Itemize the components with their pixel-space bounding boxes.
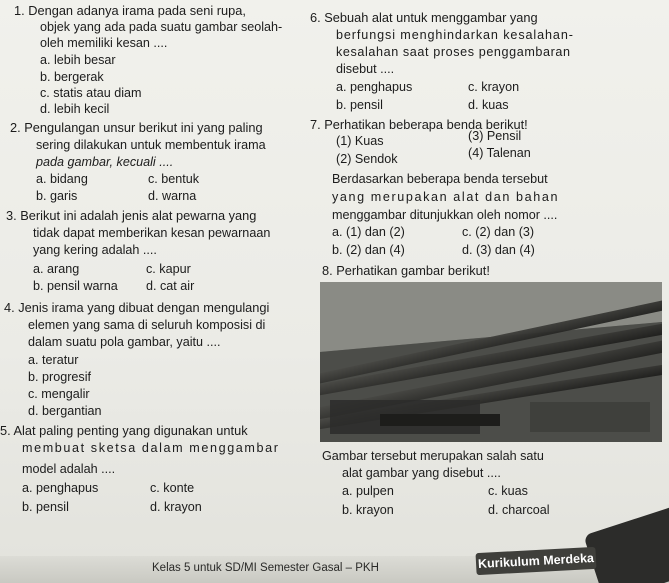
q6-option-a: a. penghapus bbox=[336, 80, 413, 94]
q1-line-3: oleh memiliki kesan .... bbox=[40, 36, 168, 50]
q5-line-1: 5. Alat paling penting yang digunakan untuk bbox=[0, 423, 248, 438]
charcoal-illustration bbox=[320, 282, 662, 442]
q2-line-2: sering dilakukan untuk membentuk irama bbox=[36, 138, 266, 152]
q4-option-b: b. progresif bbox=[28, 370, 91, 384]
q7-item-3: (3) Pensil bbox=[468, 129, 522, 143]
charcoal-photo bbox=[320, 282, 662, 442]
q3-line-3: yang kering adalah .... bbox=[33, 243, 157, 257]
q3-line-1: 3. Berikut ini adalah jenis alat pewarna yang bbox=[6, 208, 257, 223]
q7-option-d: d. (3) dan (4) bbox=[462, 243, 535, 257]
q7-followup-3: menggambar ditunjukkan oleh nomor .... bbox=[332, 208, 558, 222]
q2-option-a: a. bidang bbox=[36, 172, 88, 186]
q8-option-c: c. kuas bbox=[488, 484, 528, 498]
q7-item-4: (4) Talenan bbox=[468, 146, 531, 160]
q7-option-a: a. (1) dan (2) bbox=[332, 225, 405, 239]
q3-option-a: a. arang bbox=[33, 262, 80, 276]
q1-option-d: d. lebih kecil bbox=[40, 102, 110, 116]
q3-option-b: b. pensil warna bbox=[33, 279, 118, 293]
q8-option-d: d. charcoal bbox=[488, 503, 550, 517]
q4-option-a: a. teratur bbox=[28, 353, 79, 367]
q3-line-2: tidak dapat memberikan kesan pewarnaan bbox=[33, 226, 271, 240]
q1-line-2: objek yang ada pada suatu gambar seolah- bbox=[40, 20, 283, 34]
q5-option-a: a. penghapus bbox=[22, 481, 99, 495]
curriculum-badge: Kurikulum Merdeka bbox=[476, 547, 597, 575]
q5-line-2: membuat sketsa dalam menggambar bbox=[22, 441, 280, 455]
q8-option-b: b. krayon bbox=[342, 503, 394, 517]
q7-followup-1: Berdasarkan beberapa benda tersebut bbox=[332, 172, 548, 186]
q7-followup-2: yang merupakan alat dan bahan bbox=[332, 190, 560, 204]
q5-line-3: model adalah .... bbox=[22, 462, 116, 476]
q1-option-a: a. lebih besar bbox=[40, 53, 116, 67]
page-curl bbox=[583, 508, 669, 583]
q6-line-1: 6. Sebuah alat untuk menggambar yang bbox=[310, 10, 538, 25]
q2-option-d: d. warna bbox=[148, 189, 197, 203]
q6-option-c: c. krayon bbox=[468, 80, 520, 94]
q7-item-1: (1) Kuas bbox=[336, 134, 384, 148]
q5-option-d: d. krayon bbox=[150, 500, 202, 514]
q2-option-b: b. garis bbox=[36, 189, 78, 203]
q6-option-d: d. kuas bbox=[468, 98, 509, 112]
q3-option-c: c. kapur bbox=[146, 262, 191, 276]
q4-line-3: dalam suatu pola gambar, yaitu .... bbox=[28, 335, 221, 349]
q7-item-2: (2) Sendok bbox=[336, 152, 398, 166]
q6-line-3: kesalahan saat proses penggambaran bbox=[336, 45, 571, 59]
q6-line-2: berfungsi menghindarkan kesalahan- bbox=[336, 28, 574, 42]
q8-followup-2: alat gambar yang disebut .... bbox=[342, 466, 501, 480]
q8-line-1: 8. Perhatikan gambar berikut! bbox=[322, 263, 490, 278]
q2-line-1: 2. Pengulangan unsur berikut ini yang paling bbox=[10, 120, 263, 135]
q7-option-b: b. (2) dan (4) bbox=[332, 243, 405, 257]
q5-option-b: b. pensil bbox=[22, 500, 69, 514]
q4-option-c: c. mengalir bbox=[28, 387, 90, 401]
q4-line-2: elemen yang sama di seluruh komposisi di bbox=[28, 318, 266, 332]
footer-text: Kelas 5 untuk SD/MI Semester Gasal – PKH bbox=[152, 562, 379, 574]
q2-option-c: c. bentuk bbox=[148, 172, 200, 186]
q3-option-d: d. cat air bbox=[146, 279, 195, 293]
q8-followup-1: Gambar tersebut merupakan salah satu bbox=[322, 449, 544, 463]
q6-line-4: disebut .... bbox=[336, 62, 395, 76]
q4-option-d: d. bergantian bbox=[28, 404, 102, 418]
q7-line-1: 7. Perhatikan beberapa benda berikut! bbox=[310, 117, 528, 132]
q1-line-1: 1. Dengan adanya irama pada seni rupa, bbox=[14, 3, 246, 18]
q1-option-b: b. bergerak bbox=[40, 70, 104, 84]
q2-line-3: pada gambar, kecuali .... bbox=[36, 155, 174, 169]
q4-line-1: 4. Jenis irama yang dibuat dengan mengulangi bbox=[4, 300, 270, 315]
q7-option-c: c. (2) dan (3) bbox=[462, 225, 535, 239]
q8-option-a: a. pulpen bbox=[342, 484, 394, 498]
q6-option-b: b. pensil bbox=[336, 98, 383, 112]
q1-option-c: c. statis atau diam bbox=[40, 86, 142, 100]
q5-option-c: c. konte bbox=[150, 481, 195, 495]
